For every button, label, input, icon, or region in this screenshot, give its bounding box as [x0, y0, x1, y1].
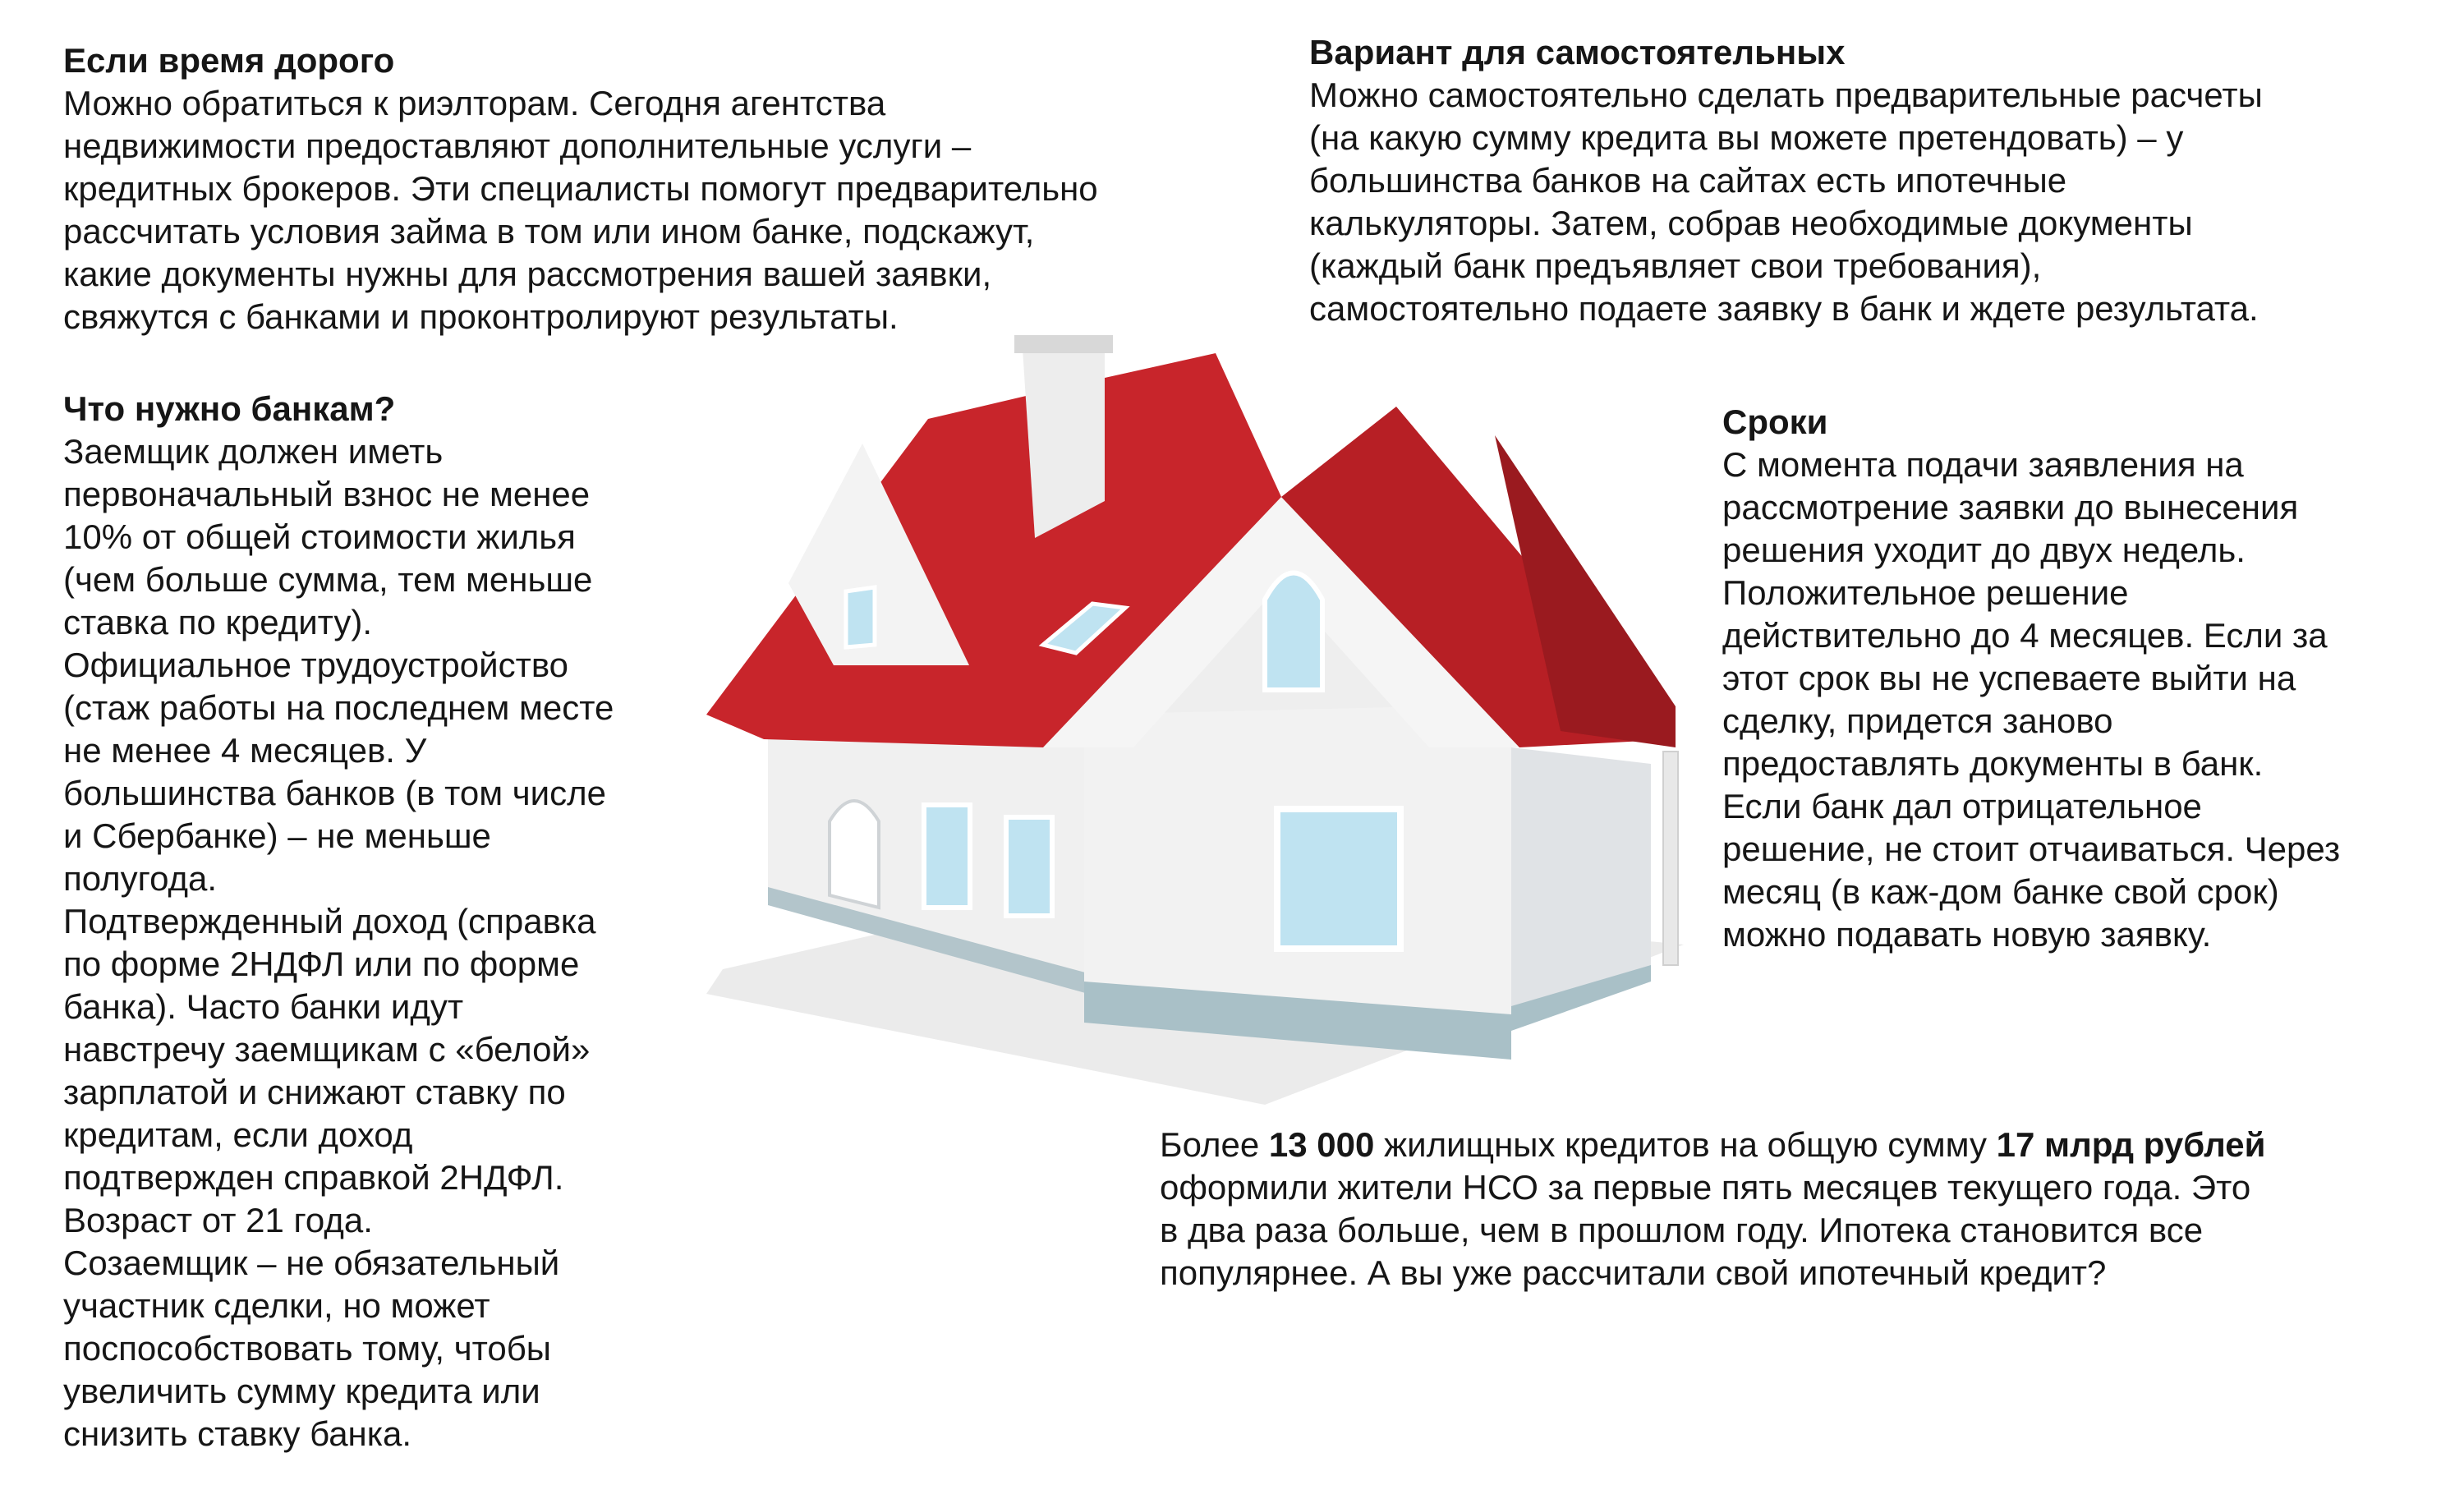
- stats-lead-text: Более: [1160, 1125, 1269, 1164]
- block-time-line: кредитных брокеров. Эти специалисты помогут предварительно: [63, 169, 1098, 208]
- stats-loans-count: 13 000: [1268, 1125, 1375, 1164]
- block-self-line: (каждый банк предъявляет свои требования),: [1309, 246, 2042, 285]
- block-self-line: большинства банков на сайтах есть ипотечные: [1309, 161, 2067, 200]
- block-banks-line: Созаемщик – не обязательный: [63, 1244, 560, 1282]
- block-self-line: самостоятельно подаете заявку в банк и ждете результата.: [1309, 289, 2259, 328]
- block-time-line: недвижимости предоставляют дополнительные услуги –: [63, 126, 972, 165]
- house-porch-arch: [830, 801, 879, 908]
- block-banks-line: участник сделки, но может: [63, 1286, 490, 1325]
- block-stats-line: в два раза больше, чем в прошлом году. Ипотека становится все: [1160, 1211, 2204, 1249]
- block-banks-line: подтвержден справкой 2НДФЛ.: [63, 1158, 564, 1197]
- block-time-line: свяжутся с банками и проконтролируют результаты.: [63, 297, 899, 336]
- house-window-main: [1277, 809, 1400, 949]
- block-time-line: рассчитать условия займа в том или ином банке, подскажут,: [63, 212, 1035, 251]
- block-time-line: какие документы нужны для рассмотрения вашей заявки,: [63, 255, 992, 293]
- block-terms-line: месяц (в каж-дом банке свой срок): [1722, 872, 2279, 911]
- block-terms-line: решение, не стоит отчаиваться. Через: [1722, 830, 2341, 868]
- block-banks-line: зарплатой и снижают ставку по: [63, 1073, 566, 1111]
- house-arched-window: [1265, 573, 1322, 691]
- stats-mid-text: жилищных кредитов на общую сумму: [1374, 1125, 1997, 1164]
- block-self: [1309, 31, 2263, 330]
- house-window-left-2: [1006, 817, 1052, 916]
- house-dormer-window: [846, 587, 875, 647]
- block-terms-line: предоставлять документы в банк.: [1722, 744, 2264, 783]
- block-stats-line-1: [1160, 1124, 2265, 1166]
- block-banks-line: (стаж работы на последнем месте: [63, 688, 614, 727]
- block-time: [63, 39, 1098, 338]
- block-terms-line: Если банк дал отрицательное: [1722, 787, 2202, 825]
- block-banks-line: ставка по кредиту).: [63, 603, 373, 641]
- house-illustration: [690, 320, 1725, 1125]
- block-self-line: (на какую сумму кредита вы можете претендовать) – у: [1309, 118, 2184, 157]
- block-banks-heading: Что нужно банкам?: [63, 389, 396, 428]
- block-banks-line: 10% от общей стоимости жилья: [63, 517, 576, 556]
- block-terms-line: Положительное решение: [1722, 573, 2129, 612]
- block-banks-line: полугода.: [63, 859, 218, 898]
- block-banks-line: по форме 2НДФЛ или по форме: [63, 945, 580, 983]
- block-banks-line: снизить ставку банка.: [63, 1414, 412, 1453]
- block-banks-line: большинства банков (в том числе: [63, 774, 607, 812]
- block-terms-line: решения уходит до двух недель.: [1722, 531, 2246, 569]
- house-window-left-1: [924, 805, 970, 908]
- block-self-line: Можно самостоятельно сделать предварительные расчеты: [1309, 76, 2263, 114]
- house-downpipe: [1663, 752, 1678, 965]
- block-terms-line: этот срок вы не успеваете выйти на: [1722, 659, 2296, 697]
- block-terms-line: сделку, придется заново: [1722, 701, 2113, 740]
- block-banks-line: Официальное трудоустройство: [63, 646, 569, 684]
- block-stats-line: популярнее. А вы уже рассчитали свой ипотечный кредит?: [1160, 1253, 2107, 1292]
- block-time-heading: Если время дорого: [63, 41, 395, 80]
- block-banks-line: поспособствовать тому, чтобы: [63, 1329, 551, 1368]
- block-stats: [1160, 1124, 2265, 1294]
- block-banks: [63, 388, 614, 1455]
- block-terms-line: С момента подачи заявления на: [1722, 445, 2244, 484]
- block-stats-line: оформили жители НСО за первые пять месяцев текущего года. Это: [1160, 1168, 2251, 1207]
- house-chimney-cap: [1014, 335, 1113, 353]
- stats-loans-sum: 17 млрд рублей: [1996, 1125, 2266, 1164]
- block-terms-line: действительно до 4 месяцев. Если за: [1722, 616, 2328, 655]
- block-banks-line: и Сбербанке) – не меньше: [63, 816, 491, 855]
- block-self-heading: Вариант для самостоятельных: [1309, 33, 1846, 71]
- block-banks-line: не менее 4 месяцев. У: [63, 731, 427, 770]
- block-time-line: Можно обратиться к риэлторам. Сегодня агентства: [63, 84, 886, 122]
- block-banks-line: навстречу заемщикам с «белой»: [63, 1030, 591, 1069]
- block-terms: [1722, 401, 2340, 956]
- block-banks-line: Заемщик должен иметь: [63, 432, 444, 471]
- block-banks-line: первоначальный взнос не менее: [63, 475, 591, 513]
- block-terms-line: можно подавать новую заявку.: [1722, 915, 2212, 954]
- block-banks-line: Возраст от 21 года.: [63, 1201, 373, 1239]
- block-banks-line: Подтвержденный доход (справка: [63, 902, 596, 940]
- block-terms-line: рассмотрение заявки до вынесения: [1722, 488, 2299, 526]
- block-banks-line: (чем больше сумма, тем меньше: [63, 560, 593, 599]
- block-banks-line: банка). Часто банки идут: [63, 987, 464, 1026]
- block-banks-line: кредитам, если доход: [63, 1115, 413, 1154]
- block-self-line: калькуляторы. Затем, собрав необходимые документы: [1309, 204, 2193, 242]
- block-terms-heading: Сроки: [1722, 402, 1828, 441]
- block-banks-line: увеличить сумму кредита или: [63, 1372, 540, 1410]
